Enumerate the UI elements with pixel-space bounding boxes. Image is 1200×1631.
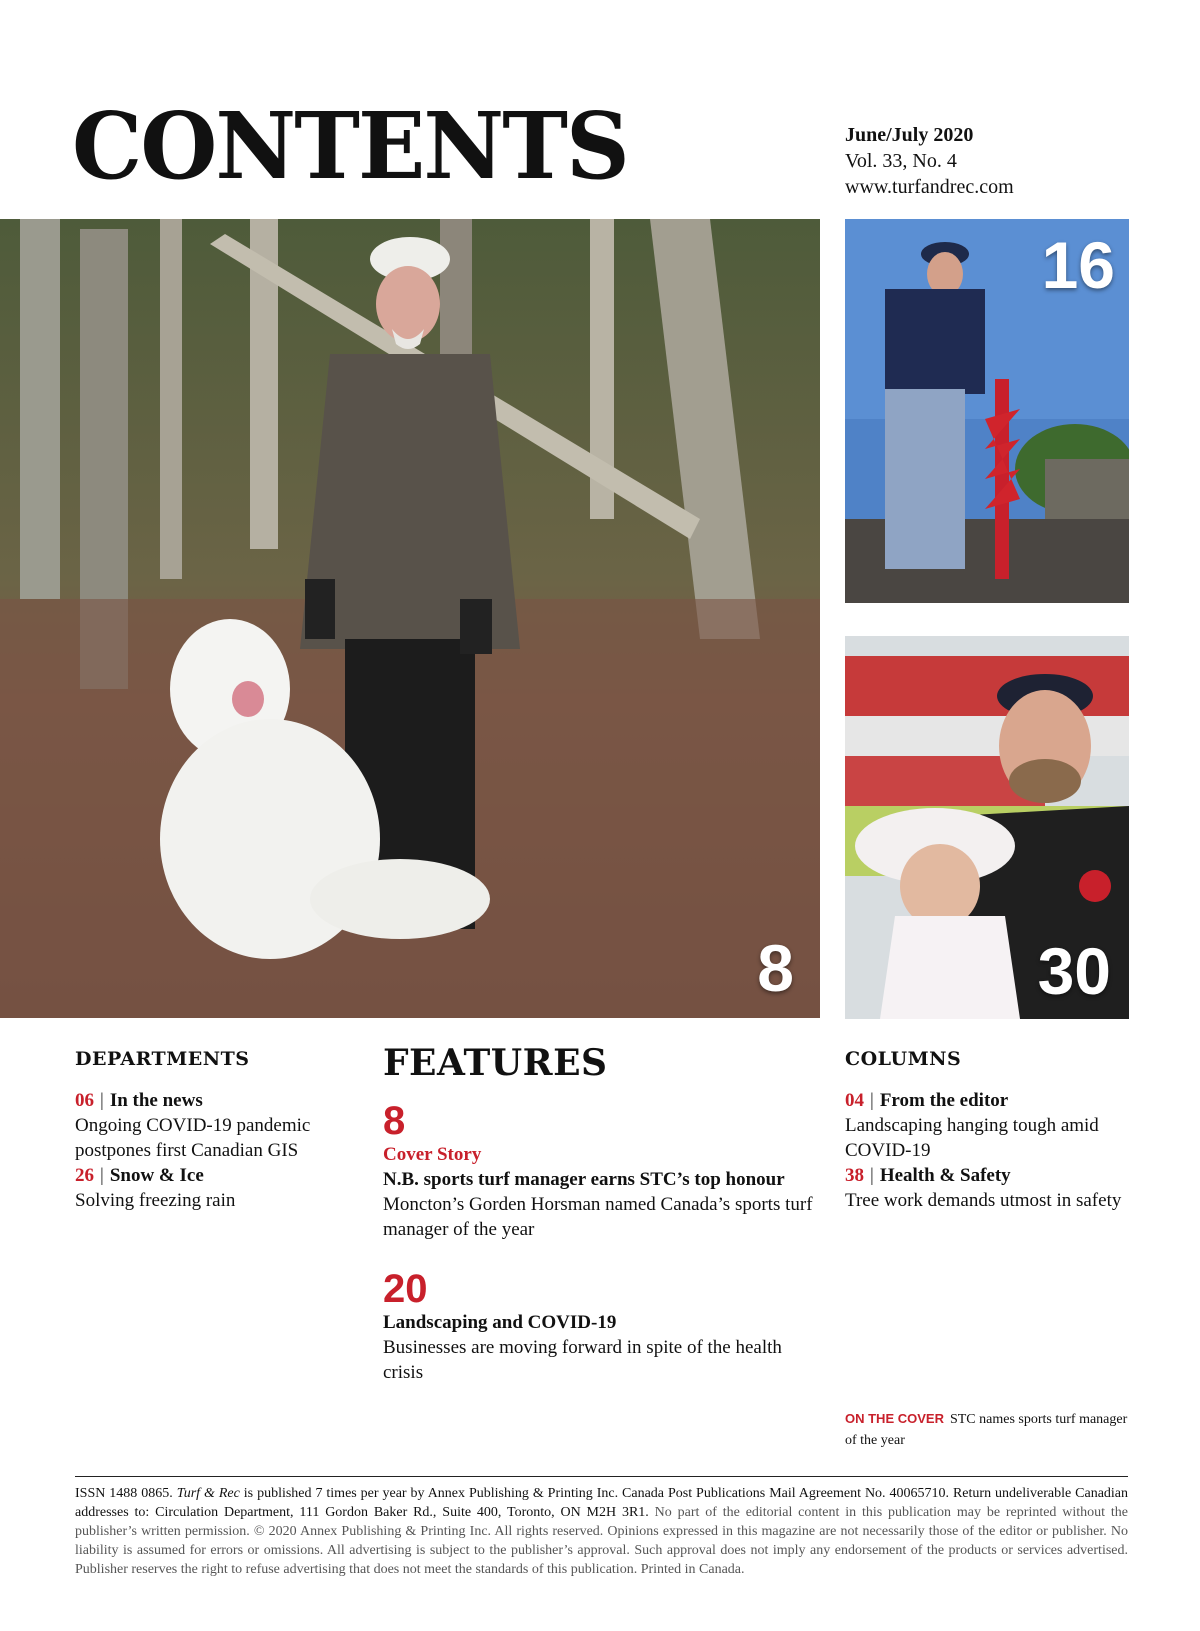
publication-name: Turf & Rec	[176, 1486, 240, 1501]
feature-item[interactable]	[383, 1100, 823, 1242]
page-number-badge: 8	[757, 931, 794, 1005]
page-number-badge: 30	[1037, 934, 1111, 1008]
department-item[interactable]	[75, 1088, 365, 1163]
separator: |	[870, 1165, 874, 1186]
issn: ISSN 1488 0865.	[75, 1486, 173, 1501]
issue-volume: Vol. 33, No. 4	[845, 150, 957, 172]
page-number: 26	[75, 1165, 94, 1186]
entry-title: Snow & Ice	[109, 1165, 204, 1186]
features-section	[383, 1042, 823, 1385]
cover-photo[interactable]	[0, 219, 820, 1018]
separator: |	[870, 1090, 874, 1111]
columns-heading: COLUMNS	[845, 1048, 962, 1070]
features-heading: FEATURES	[383, 1042, 608, 1084]
department-item[interactable]	[75, 1163, 365, 1213]
on-the-cover-label: ON THE COVER	[845, 1411, 944, 1426]
entry-description: Solving freezing rain	[75, 1190, 236, 1211]
column-item[interactable]	[845, 1163, 1135, 1213]
page-number: 06	[75, 1090, 94, 1111]
page-number: 38	[845, 1165, 864, 1186]
entry-title: Landscaping and COVID-19	[383, 1312, 617, 1333]
entry-title: N.B. sports turf manager earns STC’s top honour	[383, 1169, 785, 1190]
page-title: CONTENTS	[72, 92, 628, 200]
feature-kicker: Cover Story	[383, 1144, 482, 1165]
departments-heading: DEPARTMENTS	[75, 1048, 250, 1070]
website-link[interactable]: www.turfandrec.com	[845, 176, 1014, 198]
issue-date: June/July 2020	[845, 124, 974, 146]
on-the-cover-caption	[845, 1408, 1135, 1451]
columns-section	[845, 1048, 1135, 1213]
on-the-cover-text: STC names sports turf manager of the year	[845, 1412, 1128, 1448]
publication-footer	[75, 1484, 1128, 1579]
entry-title: In the news	[109, 1090, 203, 1111]
entry-title: Health & Safety	[879, 1165, 1011, 1186]
page-number: 04	[845, 1090, 864, 1111]
legal-notice: No part of the editorial content in this publication may be reprinted without the publisher’s written permission. © 2020 Annex Publishing & Printing Inc. All rights reserved. Opinions expressed in this magazine are not necessarily those of the editor or publisher. No liability is assumed for errors or omissions. All advertising is subject to the publisher’s approval. Such approval does not imply any endorsement of the products or services advertised. Publisher reserves the right to refuse advertising that does not meet the standards of this publication. Printed in Canada.	[75, 1505, 1129, 1577]
issue-info	[845, 122, 1014, 200]
entry-description: Landscaping hanging tough amid COVID-19	[845, 1115, 1099, 1161]
entry-description: Tree work demands utmost in safety	[845, 1190, 1122, 1211]
separator: |	[100, 1165, 104, 1186]
departments-section	[75, 1048, 365, 1213]
entry-description: Moncton’s Gorden Horsman named Canada’s sports turf manager of the year	[383, 1194, 813, 1240]
feature-item[interactable]	[383, 1268, 823, 1385]
separator: |	[100, 1090, 104, 1111]
publication-info: is published 7 times per year by Annex Publishing & Printing Inc. Canada Post Publications Mail Agreement No. 40065710.	[243, 1486, 950, 1501]
page-number-badge: 16	[1041, 228, 1115, 302]
entry-description: Businesses are moving forward in spite of the health crisis	[383, 1337, 782, 1383]
return-address: Return undeliverable Canadian addresses to: Circulation Department, 111 Gordon Baker Rd., Suite 400, Toronto, ON M2H 3R1.	[75, 1486, 1129, 1520]
page-number: 20	[383, 1267, 428, 1311]
entry-title: From the editor	[879, 1090, 1009, 1111]
cover-photo-man-with-dog-icon	[0, 219, 820, 1018]
feature-photo-16[interactable]	[845, 219, 1129, 603]
footer-divider	[75, 1476, 1128, 1477]
entry-description: Ongoing COVID-19 pandemic postpones first Canadian GIS	[75, 1115, 311, 1161]
page-number: 8	[383, 1099, 406, 1143]
column-photo-30[interactable]	[845, 636, 1129, 1019]
column-item[interactable]	[845, 1088, 1135, 1163]
